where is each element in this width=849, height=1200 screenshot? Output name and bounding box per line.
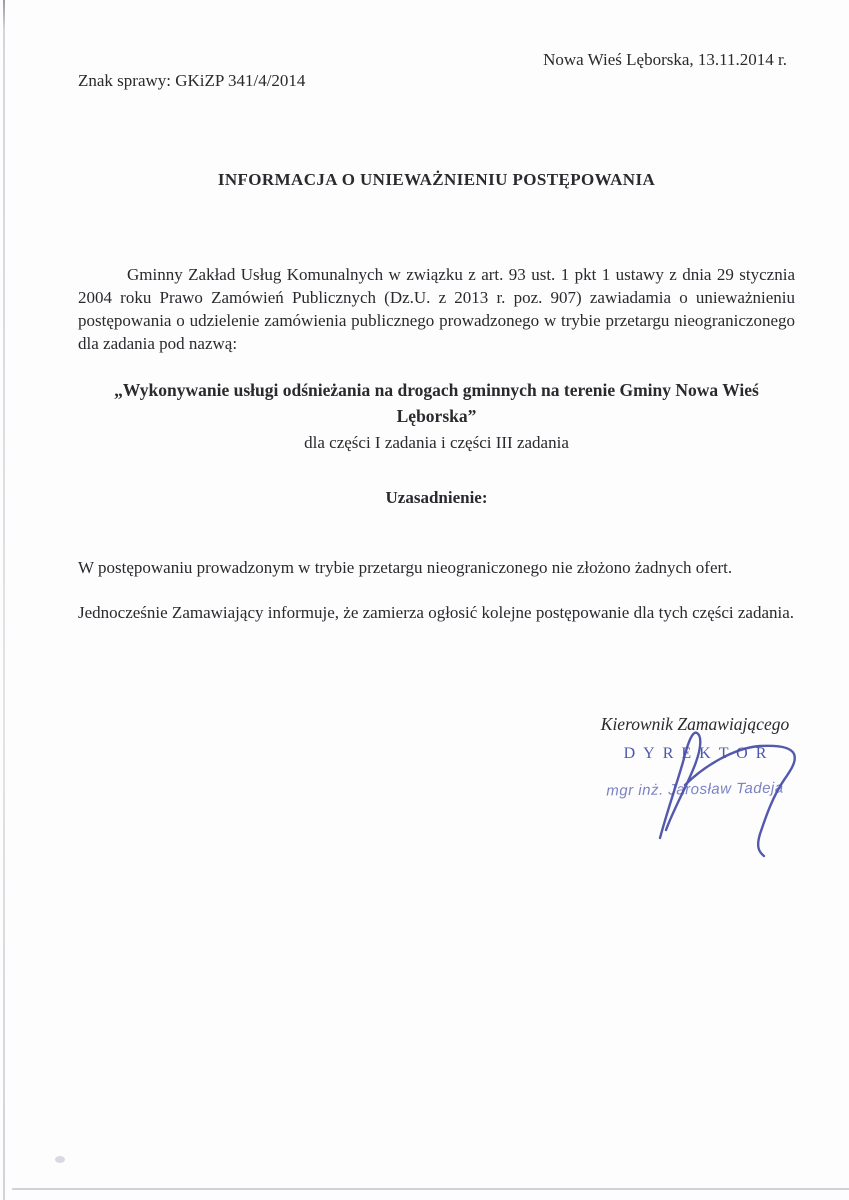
signer-role: Kierownik Zamawiającego — [600, 714, 790, 734]
justification-text: W postępowaniu prowadzonym w trybie przetargu nieograniczonego nie złożono żadnych ofert. — [78, 558, 733, 577]
justification-heading: Uzasadnienie: — [385, 488, 488, 507]
task-scope: dla części I zadania i części III zadania — [304, 433, 569, 452]
scan-bottom-edge-artifact — [12, 1188, 849, 1190]
case-number: Znak sprawy: GKiZP 341/4/2014 — [78, 71, 306, 90]
closing-text: Jednocześnie Zamawiający informuje, że zamierza ogłosić kolejne postępowanie dla tych części zadania. — [78, 603, 795, 622]
scan-left-edge-artifact — [3, 0, 5, 1200]
task-title: „Wykonywanie usługi odśnieżania na drogach gminnych na terenie Gminy Nowa Wieś Lęborska” — [114, 380, 759, 426]
stamp-name-text: mgr inż. Jarosław Tadeja — [606, 779, 784, 800]
body-paragraph: Gminny Zakład Usług Komunalnych w związku z art. 93 ust. 1 pkt 1 ustawy z dnia 29 stycznia 2004 roku Prawo Zamówień Publicznych (Dz.U. z 2013 r. poz. 907) zawiadamia o unieważnieniu postępowania o udzielenie zamówienia publicznego prowadzonego w trybie przetargu nieograniczonego dla zadania pod nazwą: — [78, 265, 795, 353]
signature-block — [575, 704, 815, 879]
stamp-position-text: DYREKTOR — [623, 745, 775, 762]
scan-speck-artifact — [55, 1156, 65, 1163]
document-date-line: Nowa Wieś Lęborska, 13.11.2014 r. — [543, 50, 787, 69]
document-title: INFORMACJA O UNIEWAŻNIENIU POSTĘPOWANIA — [217, 170, 656, 189]
